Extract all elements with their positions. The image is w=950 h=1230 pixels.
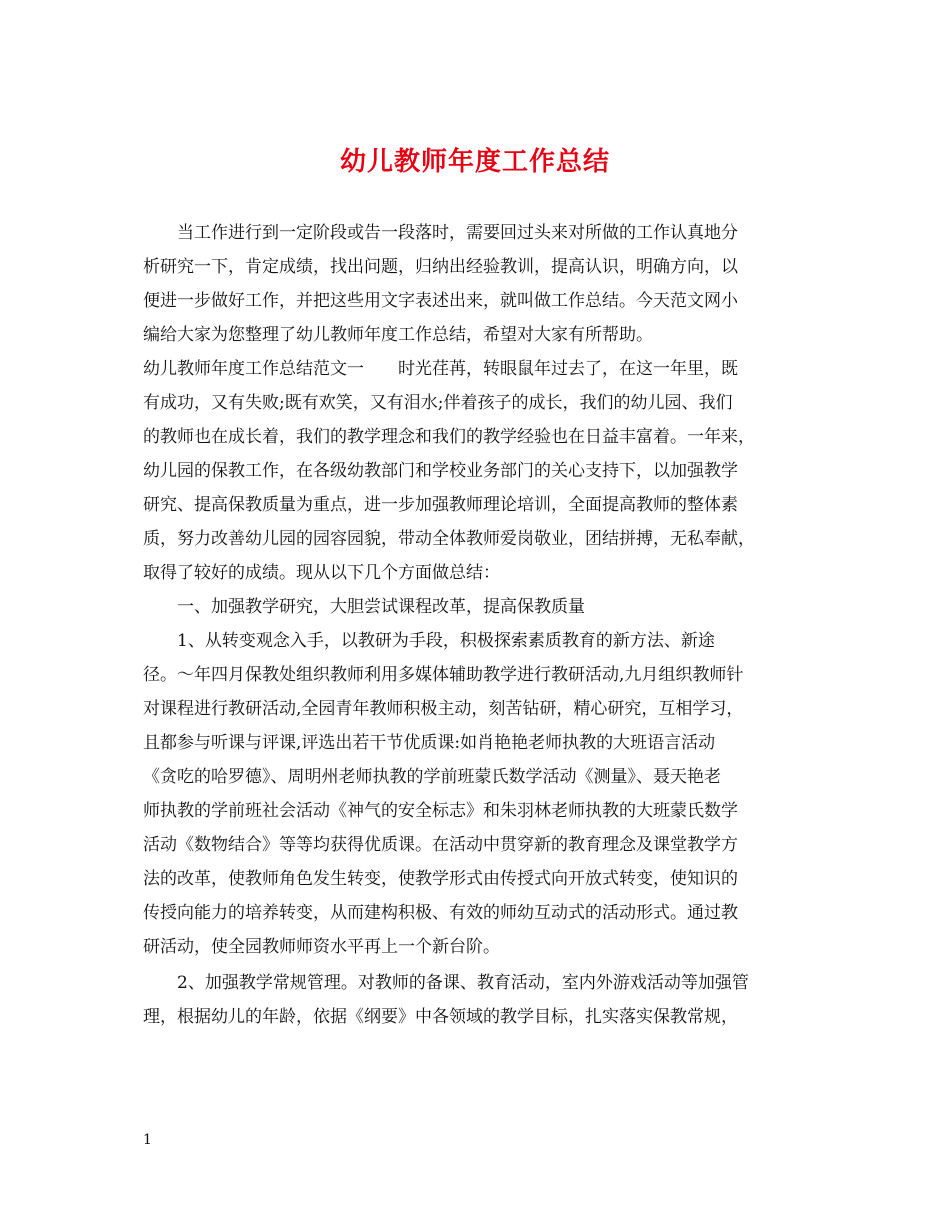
text-line: 2、加强教学常规管理。对教师的备课、教育活动，室内外游戏活动等加强管 — [177, 973, 749, 993]
text-line: 便进一步做好工作，并把这些用文字表述出来，就叫做工作总结。今天范文网小 — [143, 291, 738, 311]
text-line: 理，根据幼儿的年龄，依据《纲要》中各领域的教学目标，扎实落实保教常规， — [143, 1007, 738, 1027]
text-line: 径。～年四月保教处组织教师利用多媒体辅助教学进行教研活动,九月组织教师针 — [143, 665, 744, 685]
text-line: 编给大家为您整理了幼儿教师年度工作总结，希望对大家有所帮助。 — [143, 325, 653, 345]
text-line: 《贪吃的哈罗德》、周明州老师执教的学前班蒙氏数学活动《测量》、聂天艳老 — [143, 767, 721, 787]
text-line: 对课程进行教研活动,全园青年教师积极主动，刻苦钻研，精心研究，互相学习， — [143, 699, 744, 719]
document-body — [143, 216, 803, 1034]
text-line: 的教师也在成长着，我们的教学理念和我们的教学经验也在日益丰富着。一年来， — [143, 427, 755, 447]
text-line: 有成功，又有失败;既有欢笑，又有泪水;伴着孩子的成长，我们的幼儿园、我们 — [143, 393, 733, 413]
text-line: 传授向能力的培养转变，从而建构积极、有效的师幼互动式的活动形式。通过教 — [143, 903, 738, 923]
text-line: 活动《数物结合》等等均获得优质课。在活动中贯穿新的教育理念及课堂教学方 — [143, 835, 738, 855]
text-line: 取得了较好的成绩。现从以下几个方面做总结： — [143, 563, 500, 583]
section-heading: 一、加强教学研究，大胆尝试课程改革，提高保教质量 — [177, 597, 585, 617]
text-line: 师执教的学前班社会活动《神气的安全标志》和朱羽林老师执教的大班蒙氏数学 — [143, 801, 738, 821]
text-line: 幼儿教师年度工作总结范文一 时光荏苒，转眼鼠年过去了，在这一年里，既 — [143, 359, 738, 379]
text-line: 当工作进行到一定阶段或告一段落时，需要回过头来对所做的工作认真地分 — [177, 223, 738, 243]
page-number: 1 — [143, 1132, 152, 1148]
text-line: 研究、提高保教质量为重点，进一步加强教师理论培训，全面提高教师的整体素 — [143, 495, 738, 515]
text-line: 且都参与听课与评课,评选出若干节优质课:如肖艳艳老师执教的大班语言活动 — [143, 733, 716, 753]
text-line: 1、从转变观念入手，以教研为手段，积极探索素质教育的新方法、新途 — [177, 631, 715, 651]
text-line: 研活动，使全园教师师资水平再上一个新台阶。 — [143, 937, 500, 957]
text-line: 幼儿园的保教工作，在各级幼教部门和学校业务部门的关心支持下，以加强教学 — [143, 461, 738, 481]
text-line: 析研究一下，肯定成绩，找出问题，归纳出经验教训，提高认识，明确方向，以 — [143, 257, 738, 277]
text-line: 质，努力改善幼儿园的园容园貌，带动全体教师爱岗敬业，团结拼搏，无私奉献， — [143, 529, 755, 549]
document-title: 幼儿教师年度工作总结 — [339, 147, 610, 177]
text-line: 法的改革，使教师角色发生转变，使教学形式由传授式向开放式转变，使知识的 — [143, 869, 738, 889]
